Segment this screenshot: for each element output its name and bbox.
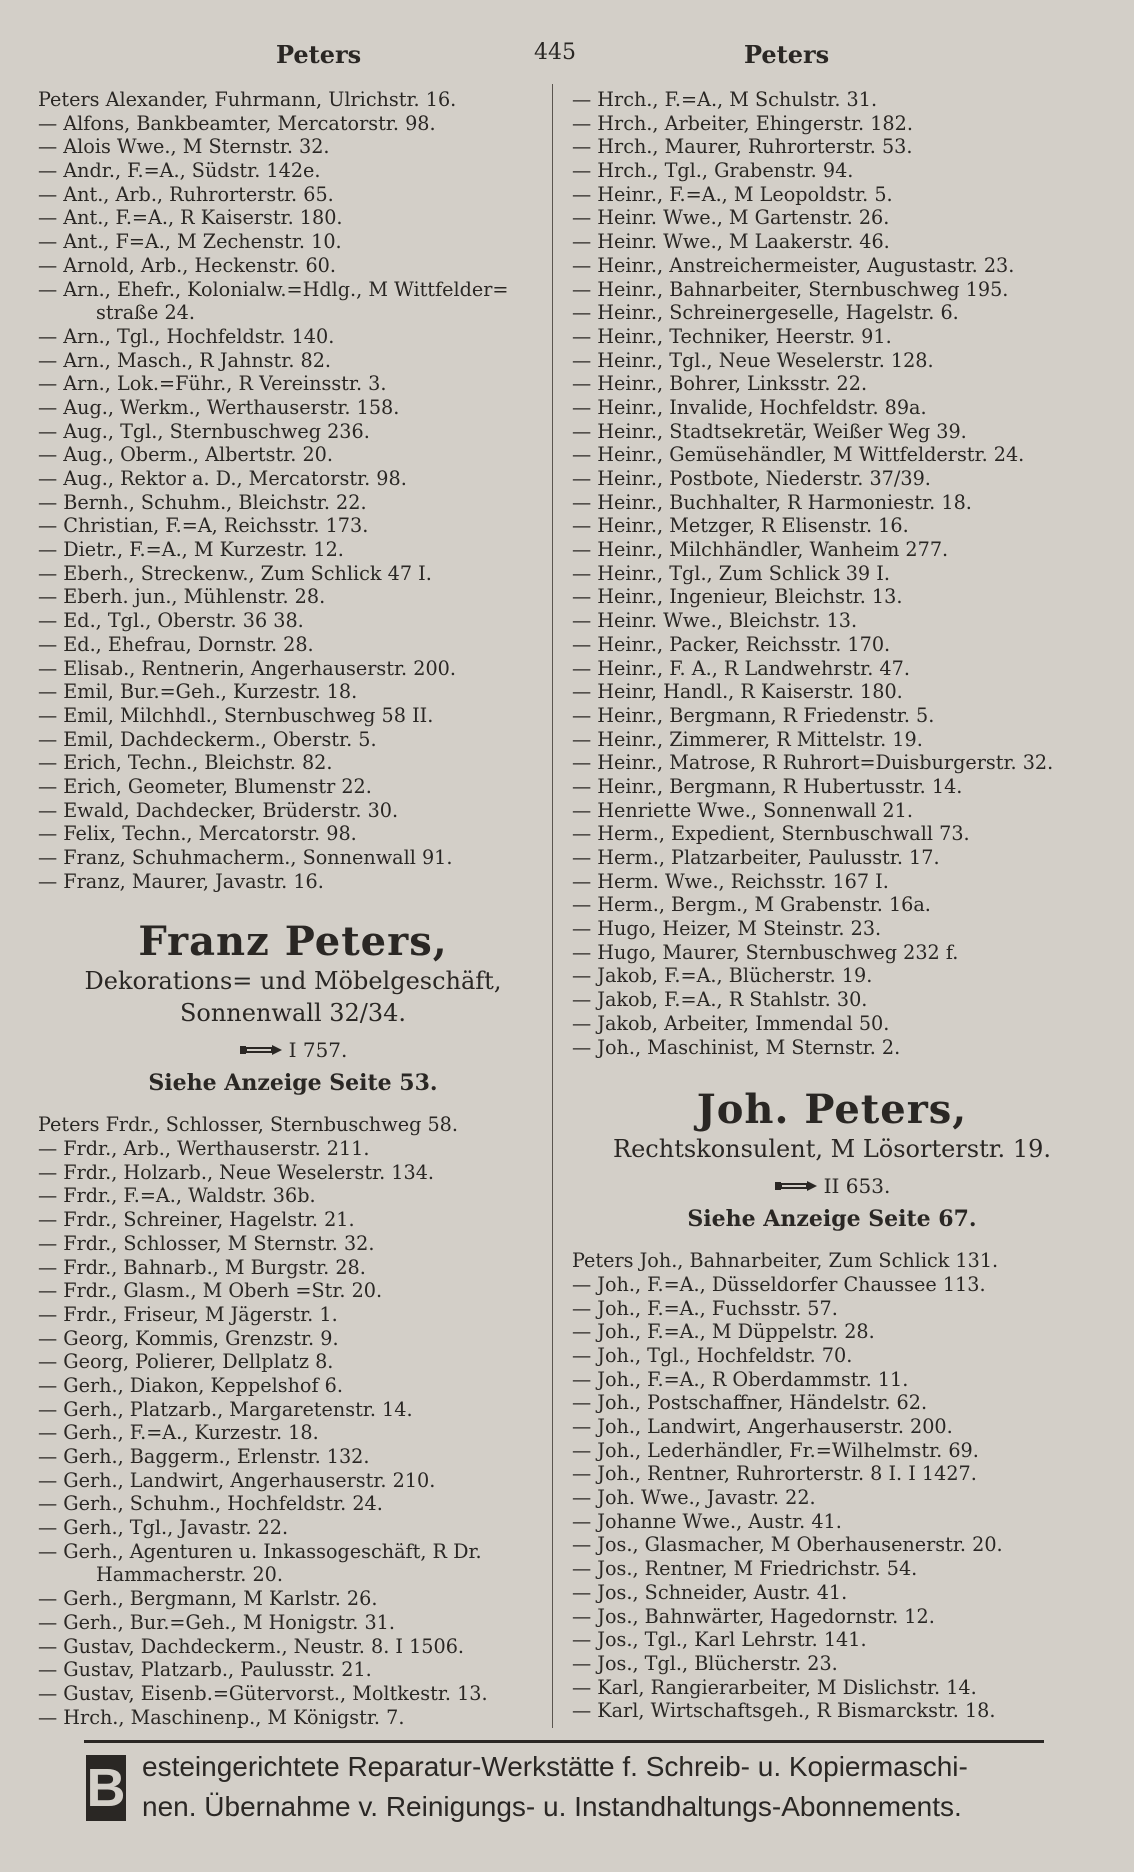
directory-entry: — Hugo, Heizer, M Steinstr. 23. bbox=[572, 917, 882, 941]
directory-entry: — Bernh., Schuhm., Bleichstr. 22. bbox=[38, 490, 367, 514]
directory-entry: — Heinr. Wwe., M Laakerstr. 46. bbox=[572, 230, 890, 254]
directory-entry: — Aug., Werkm., Werthauserstr. 158. bbox=[38, 395, 400, 419]
directory-entry: — Jos., Schneider, Austr. 41. bbox=[572, 1580, 848, 1604]
directory-entry: — Gerh., Baggerm., Erlenstr. 132. bbox=[38, 1445, 370, 1469]
left-column bbox=[38, 88, 548, 1729]
directory-entry: — Gerh., Diakon, Keppelshof 6. bbox=[38, 1373, 343, 1397]
directory-entry: — Frdr., Friseur, M Jägerstr. 1. bbox=[38, 1302, 338, 1326]
directory-entry: — Jakob, F.=A., R Stahlstr. 30. bbox=[572, 988, 868, 1012]
ad-title: Joh. Peters, bbox=[696, 1086, 968, 1134]
directory-entry: — Gerh., Platzarb., Margaretenstr. 14. bbox=[38, 1397, 413, 1421]
directory-entry: — Arnold, Arb., Heckenstr. 60. bbox=[38, 253, 336, 277]
header-right: Peters bbox=[744, 40, 830, 69]
directory-entry: — Emil, Dachdeckerm., Oberstr. 5. bbox=[38, 727, 377, 751]
directory-entry: — Heinr. Wwe., Bleichstr. 13. bbox=[572, 609, 858, 633]
directory-entry: — Heinr. Wwe., M Gartenstr. 26. bbox=[572, 206, 890, 230]
ad-title: Franz Peters, bbox=[138, 918, 448, 966]
directory-entry: — Erich, Geometer, Blumenstr 22. bbox=[38, 774, 372, 798]
directory-entry: Peters Joh., Bahnarbeiter, Zum Schlick 131. bbox=[572, 1249, 999, 1273]
directory-entry: — Henriette Wwe., Sonnenwall 21. bbox=[572, 798, 913, 822]
directory-entry: — Arn., Lok.=Führ., R Vereinsstr. 3. bbox=[38, 372, 387, 396]
directory-entry: — Heinr., Schreinergeselle, Hagelstr. 6. bbox=[572, 301, 959, 325]
directory-entry: — Gerh., Schuhm., Hochfeldstr. 24. bbox=[38, 1492, 383, 1516]
directory-entry: — Heinr., Bahnarbeiter, Sternbuschweg 195. bbox=[572, 277, 1009, 301]
directory-entry: — Herm. Wwe., Reichsstr. 167 I. bbox=[572, 869, 889, 893]
directory-entry: — Gustav, Eisenb.=Gütervorst., Moltkestr. 13. bbox=[38, 1681, 488, 1705]
directory-entry: — Herm., Platzarbeiter, Paulusstr. 17. bbox=[572, 846, 940, 869]
directory-entry: — Dietr., F.=A., M Kurzestr. 12. bbox=[38, 538, 344, 562]
directory-entry: — Franz, Schuhmacherm., Sonnenwall 91. bbox=[38, 846, 453, 869]
directory-entry: — Heinr., Gemüsehändler, M Wittfelderstr. 24. bbox=[572, 443, 1025, 467]
directory-entry: — Ewald, Dachdecker, Brüderstr. 30. bbox=[38, 798, 399, 822]
directory-entry: — Karl, Wirtschaftsgeh., R Bismarckstr. 18. bbox=[572, 1699, 996, 1723]
column-divider bbox=[552, 84, 553, 1728]
directory-entry: — Arn., Ehefr., Kolonialw.=Hdlg., M Wittfelder= bbox=[38, 277, 509, 301]
directory-entry: — Heinr., Bergmann, R Hubertusstr. 14. bbox=[572, 774, 963, 798]
ad-phone bbox=[572, 1175, 1092, 1199]
ad-phone bbox=[38, 1039, 548, 1063]
directory-entry: Peters Frdr., Schlosser, Sternbuschweg 58. bbox=[38, 1113, 458, 1137]
directory-entry: — Gerh., Agenturen u. Inkassogeschäft, R Dr. bbox=[38, 1539, 482, 1563]
directory-entry: — Jos., Tgl., Blücherstr. 23. bbox=[572, 1651, 838, 1675]
directory-entry: — Heinr., Bergmann, R Friedenstr. 5. bbox=[572, 703, 935, 727]
directory-entry: — Joh. Wwe., Javastr. 22. bbox=[572, 1486, 816, 1510]
right-column bbox=[572, 88, 1092, 1723]
directory-entry: — Joh., F.=A., M Düppelstr. 28. bbox=[572, 1320, 875, 1344]
directory-entry: — Felix, Techn., Mercatorstr. 98. bbox=[38, 822, 357, 846]
directory-entry: — Frdr., Holzarb., Neue Weselerstr. 134. bbox=[38, 1160, 435, 1184]
directory-entry: — Heinr., Invalide, Hochfeldstr. 89a. bbox=[572, 395, 927, 419]
directory-entry: — Emil, Milchhdl., Sternbuschweg 58 II. bbox=[38, 703, 434, 727]
directory-entry: — Herm., Expedient, Sternbuschwall 73. bbox=[572, 822, 970, 846]
ad-line: Rechtskonsulent, M Lösorterstr. 19. bbox=[613, 1135, 1051, 1164]
directory-entry: — Heinr., Buchhalter, R Harmoniestr. 18. bbox=[572, 490, 972, 514]
directory-entry: — Franz, Maurer, Javastr. 16. bbox=[38, 869, 324, 893]
advertisement-banner bbox=[84, 1740, 1044, 1839]
directory-entry: — Herm., Bergm., M Grabenstr. 16a. bbox=[572, 893, 931, 917]
directory-entry: — Hrch., Maschinenp., M Königstr. 7. bbox=[38, 1705, 405, 1729]
directory-entry: — Joh., F.=A., Düsseldorfer Chaussee 113. bbox=[572, 1272, 986, 1296]
directory-entry: — Heinr., Anstreichermeister, Augustastr. 23. bbox=[572, 253, 1015, 277]
directory-entry: — Joh., Tgl., Hochfeldstr. 70. bbox=[572, 1343, 853, 1367]
directory-entry: — Gerh., Bergmann, M Karlstr. 26. bbox=[38, 1587, 378, 1611]
directory-entry: — Frdr., Schreiner, Hagelstr. 21. bbox=[38, 1208, 355, 1232]
directory-entry: — Arn., Masch., R Jahnstr. 82. bbox=[38, 348, 332, 372]
directory-entry: — Andr., F.=A., Südstr. 142e. bbox=[38, 159, 321, 183]
directory-entry: — Johanne Wwe., Austr. 41. bbox=[572, 1509, 842, 1533]
directory-entry: — Gerh., Tgl., Javastr. 22. bbox=[38, 1516, 289, 1540]
directory-entry: — Frdr., Glasm., M Oberh =Str. 20. bbox=[38, 1279, 383, 1303]
directory-entry: — Arn., Tgl., Hochfeldstr. 140. bbox=[38, 324, 335, 348]
directory-entry: — Heinr., Tgl., Zum Schlick 39 I. bbox=[572, 561, 890, 585]
directory-entry: — Frdr., F.=A., Waldstr. 36b. bbox=[38, 1184, 316, 1208]
ad-line: Sonnenwall 32/34. bbox=[179, 999, 407, 1028]
directory-entry: — Heinr., Stadtsekretär, Weißer Weg 39. bbox=[572, 419, 967, 443]
directory-entry: — Gustav, Dachdeckerm., Neustr. 8. I 1506. bbox=[38, 1634, 465, 1658]
directory-entry: — Ed., Tgl., Oberstr. 36 38. bbox=[38, 609, 304, 633]
directory-entry: — Georg, Polierer, Dellplatz 8. bbox=[38, 1350, 334, 1374]
directory-entry: — Jakob, Arbeiter, Immendal 50. bbox=[572, 1011, 890, 1035]
directory-entry: — Frdr., Schlosser, M Sternstr. 32. bbox=[38, 1231, 375, 1255]
directory-entry: — Jos., Tgl., Karl Lehrstr. 141. bbox=[572, 1628, 867, 1652]
directory-entry: — Alois Wwe., M Sternstr. 32. bbox=[38, 135, 330, 159]
directory-entry: — Karl, Rangierarbeiter, M Dislichstr. 14. bbox=[572, 1675, 977, 1699]
directory-entry: — Heinr, Handl., R Kaiserstr. 180. bbox=[572, 680, 903, 704]
directory-entry: — Elisab., Rentnerin, Angerhauserstr. 200. bbox=[38, 656, 456, 680]
directory-entry: — Gerh., F.=A., Kurzestr. 18. bbox=[38, 1421, 319, 1445]
directory-entry: — Heinr., F.=A., M Leopoldstr. 5. bbox=[572, 182, 893, 206]
banner-line: esteingerichtete Reparatur-Werkstätte f. Schreib- u. Kopiermaschi- bbox=[142, 1751, 968, 1782]
directory-entry: — Heinr., Techniker, Heerstr. 91. bbox=[572, 324, 892, 348]
directory-entry: straße 24. bbox=[96, 301, 195, 325]
directory-entry: — Heinr., Bohrer, Linksstr. 22. bbox=[572, 372, 868, 396]
directory-entry: — Hrch., F.=A., M Schulstr. 31. bbox=[572, 88, 878, 111]
directory-entry: — Georg, Kommis, Grenzstr. 9. bbox=[38, 1326, 339, 1350]
directory-entry: — Heinr., Metzger, R Elisenstr. 16. bbox=[572, 514, 909, 538]
directory-entry: — Jos., Glasmacher, M Oberhausenerstr. 20. bbox=[572, 1533, 1003, 1557]
directory-entry: — Heinr., Postbote, Niederstr. 37/39. bbox=[572, 467, 931, 490]
ad-phone-number: II 653. bbox=[823, 1174, 891, 1199]
ad-joh-peters bbox=[572, 1087, 1092, 1231]
directory-entry: — Heinr., Packer, Reichsstr. 170. bbox=[572, 632, 891, 656]
directory-entry: — Hugo, Maurer, Sternbuschweg 232 f. bbox=[572, 940, 959, 964]
directory-entry: — Erich, Techn., Bleichstr. 82. bbox=[38, 751, 333, 775]
directory-entry: — Hrch., Arbeiter, Ehingerstr. 182. bbox=[572, 111, 913, 135]
page-number: 445 bbox=[534, 40, 576, 65]
header-left: Peters bbox=[276, 40, 362, 69]
directory-entry: — Gerh., Bur.=Geh., M Honigstr. 31. bbox=[38, 1610, 395, 1634]
directory-entry: — Gerh., Landwirt, Angerhauserstr. 210. bbox=[38, 1468, 436, 1492]
left-entries-2 bbox=[38, 1113, 548, 1729]
directory-entry: — Aug., Oberm., Albertstr. 20. bbox=[38, 443, 333, 467]
directory-entry: — Ed., Ehefrau, Dornstr. 28. bbox=[38, 632, 314, 656]
directory-entry: — Frdr., Bahnarb., M Burgstr. 28. bbox=[38, 1255, 366, 1279]
banner-line: nen. Übernahme v. Reinigungs- u. Instandhaltungs-Abonnements. bbox=[142, 1791, 962, 1822]
directory-entry: — Ant., F.=A., R Kaiserstr. 180. bbox=[38, 206, 343, 230]
directory-entry: Hammacherstr. 20. bbox=[96, 1563, 283, 1587]
ad-see: Siehe Anzeige Seite 67. bbox=[687, 1205, 977, 1232]
directory-entry: — Jos., Rentner, M Friedrichstr. 54. bbox=[572, 1557, 918, 1581]
ad-phone-number: I 757. bbox=[288, 1038, 348, 1063]
ad-line: Dekorations= und Möbelgeschäft, bbox=[84, 967, 502, 996]
telephone-icon bbox=[774, 1176, 818, 1200]
directory-entry: — Heinr., F. A., R Landwehrstr. 47. bbox=[572, 656, 910, 680]
directory-entry: Peters Alexander, Fuhrmann, Ulrichstr. 16. bbox=[38, 88, 457, 111]
ad-see: Siehe Anzeige Seite 53. bbox=[148, 1069, 438, 1096]
directory-entry: — Eberh., Streckenw., Zum Schlick 47 I. bbox=[38, 561, 432, 585]
left-entries-1 bbox=[38, 88, 548, 893]
telephone-icon bbox=[239, 1040, 283, 1064]
ad-franz-peters bbox=[38, 919, 548, 1095]
directory-entry: — Joh., F.=A., R Oberdammstr. 11. bbox=[572, 1367, 909, 1391]
directory-entry: — Heinr., Milchhändler, Wanheim 277. bbox=[572, 538, 949, 562]
right-entries-2 bbox=[572, 1249, 1092, 1723]
directory-entry: — Joh., Landwirt, Angerhauserstr. 200. bbox=[572, 1415, 953, 1439]
directory-entry: — Alfons, Bankbeamter, Mercatorstr. 98. bbox=[38, 111, 436, 135]
right-entries-1 bbox=[572, 88, 1092, 1059]
directory-entry: — Heinr., Zimmerer, R Mittelstr. 19. bbox=[572, 727, 923, 751]
directory-entry: — Frdr., Arb., Werthauserstr. 211. bbox=[38, 1137, 370, 1161]
directory-entry: — Hrch., Maurer, Ruhrorterstr. 53. bbox=[572, 135, 913, 159]
directory-entry: — Heinr., Ingenieur, Bleichstr. 13. bbox=[572, 585, 903, 609]
directory-entry: — Christian, F.=A, Reichsstr. 173. bbox=[38, 514, 369, 538]
directory-entry: — Aug., Tgl., Sternbuschweg 236. bbox=[38, 419, 370, 443]
directory-entry: — Ant., F=A., M Zechenstr. 10. bbox=[38, 230, 342, 254]
directory-entry: — Eberh. jun., Mühlenstr. 28. bbox=[38, 585, 326, 609]
directory-entry: — Heinr., Tgl., Neue Weselerstr. 128. bbox=[572, 348, 934, 372]
directory-entry: — Gustav, Platzarb., Paulusstr. 21. bbox=[38, 1658, 372, 1682]
directory-entry: — Jos., Bahnwärter, Hagedornstr. 12. bbox=[572, 1604, 935, 1628]
directory-entry: — Joh., Rentner, Ruhrorterstr. 8 I. I 1427. bbox=[572, 1462, 977, 1486]
directory-entry: — Joh., F.=A., Fuchsstr. 57. bbox=[572, 1296, 838, 1320]
directory-entry: — Joh., Postschaffner, Händelstr. 62. bbox=[572, 1391, 928, 1415]
directory-entry: — Emil, Bur.=Geh., Kurzestr. 18. bbox=[38, 680, 358, 704]
directory-entry: — Joh., Lederhändler, Fr.=Wilhelmstr. 69. bbox=[572, 1438, 979, 1462]
banner-initial: B bbox=[86, 1755, 126, 1821]
directory-entry: — Hrch., Tgl., Grabenstr. 94. bbox=[572, 159, 854, 183]
directory-entry: — Jakob, F.=A., Blücherstr. 19. bbox=[572, 964, 873, 988]
directory-entry: — Aug., Rektor a. D., Mercatorstr. 98. bbox=[38, 467, 407, 490]
directory-entry: — Ant., Arb., Ruhrorterstr. 65. bbox=[38, 182, 334, 206]
directory-entry: — Joh., Maschinist, M Sternstr. 2. bbox=[572, 1035, 901, 1059]
directory-entry: — Heinr., Matrose, R Ruhrort=Duisburgerstr. 32. bbox=[572, 751, 1054, 775]
